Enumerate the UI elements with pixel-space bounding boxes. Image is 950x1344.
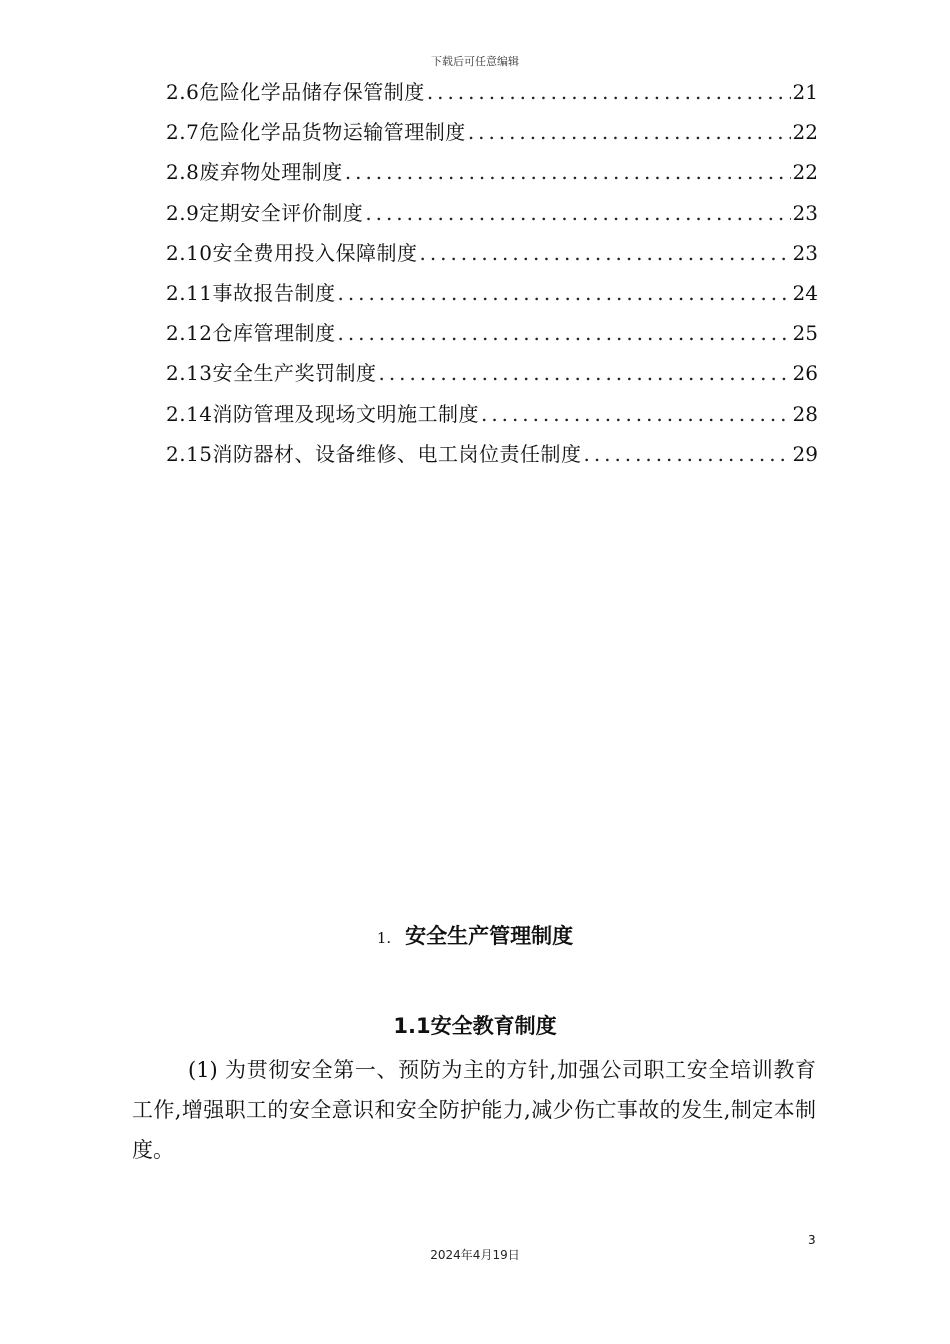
toc-entry-page: 28 xyxy=(792,401,818,426)
body-paragraph: (1) 为贯彻安全第一、预防为主的方针,加强公司职工安全培训教育工作,增强职工的安全意识和安全防护能力,减少伤亡事故的发生,制定本制度。 xyxy=(132,1058,816,1162)
toc-entry-page: 21 xyxy=(792,80,818,104)
toc-entry[interactable] xyxy=(166,158,818,198)
table-of-contents xyxy=(166,78,818,480)
toc-entry[interactable] xyxy=(166,279,818,319)
toc-entry-title: 2.10安全费用投入保障制度 xyxy=(166,240,418,265)
toc-entry[interactable] xyxy=(166,400,818,440)
toc-entry-title: 2.9定期安全评价制度 xyxy=(166,200,364,225)
toc-dot-leader xyxy=(338,279,791,307)
toc-entry-page: 22 xyxy=(792,120,818,145)
section-heading: 1.1安全教育制度 xyxy=(393,1014,557,1038)
toc-entry[interactable] xyxy=(166,239,818,279)
page-header-note: 下载后可任意编辑 xyxy=(431,55,519,68)
chapter-title: 安全生产管理制度 xyxy=(405,924,574,948)
footer-date: 2024年4月19日 xyxy=(430,1248,520,1262)
toc-dot-leader xyxy=(481,400,791,428)
toc-entry-page: 23 xyxy=(792,200,818,225)
toc-dot-leader xyxy=(365,199,790,227)
toc-entry-page: 24 xyxy=(792,280,818,305)
toc-entry-page: 25 xyxy=(792,321,818,346)
toc-entry-title: 2.14消防管理及现场文明施工制度 xyxy=(166,401,480,426)
toc-entry[interactable] xyxy=(166,78,818,118)
chapter-heading xyxy=(0,920,950,950)
toc-entry-title: 2.6危险化学品储存保管制度 xyxy=(166,80,425,104)
toc-entry-title: 2.12仓库管理制度 xyxy=(166,321,336,346)
toc-dot-leader xyxy=(338,319,791,347)
toc-entry[interactable] xyxy=(166,359,818,399)
toc-dot-leader xyxy=(584,440,791,468)
toc-entry[interactable] xyxy=(166,440,818,480)
toc-dot-leader xyxy=(468,118,791,146)
toc-entry-page: 22 xyxy=(792,160,818,185)
toc-dot-leader xyxy=(420,239,791,267)
toc-dot-leader xyxy=(379,359,791,387)
toc-entry[interactable] xyxy=(166,118,818,158)
toc-entry-page: 26 xyxy=(792,361,818,386)
toc-entry-title: 2.7危险化学品货物运输管理制度 xyxy=(166,120,466,145)
toc-entry-page: 29 xyxy=(792,441,818,466)
toc-entry-page: 23 xyxy=(792,240,818,265)
toc-entry-title: 2.13安全生产奖罚制度 xyxy=(166,361,377,386)
page-number: 3 xyxy=(808,1233,816,1247)
toc-entry-title: 2.8废弃物处理制度 xyxy=(166,160,343,185)
toc-entry[interactable] xyxy=(166,199,818,239)
chapter-number: 1. xyxy=(376,929,392,947)
toc-entry-title: 2.11事故报告制度 xyxy=(166,280,336,305)
toc-dot-leader xyxy=(345,158,791,186)
toc-entry-title: 2.15消防器材、设备维修、电工岗位责任制度 xyxy=(166,441,582,466)
toc-dot-leader xyxy=(427,78,791,106)
toc-entry[interactable] xyxy=(166,319,818,359)
